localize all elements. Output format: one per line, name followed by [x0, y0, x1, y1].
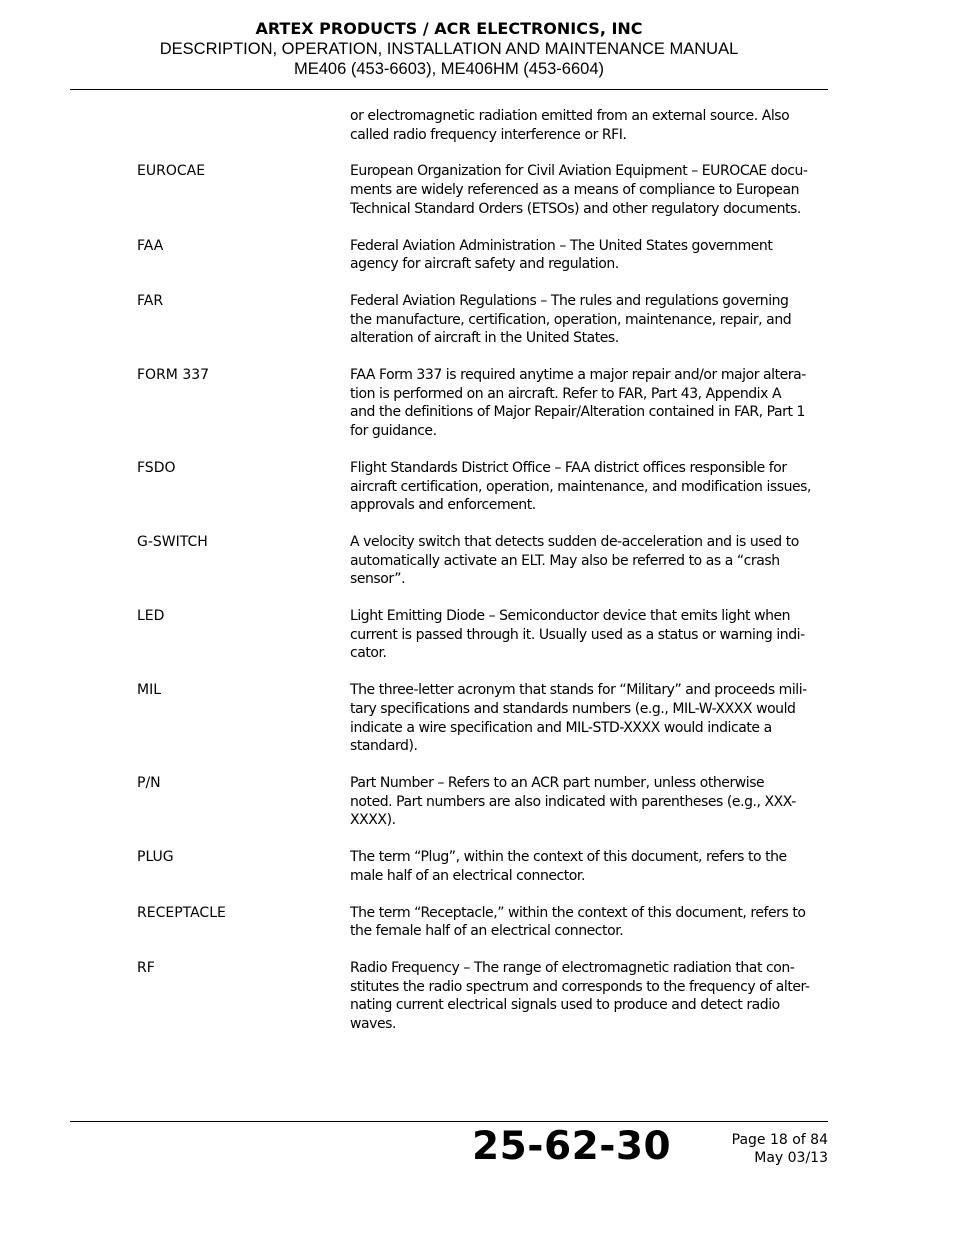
revision-date: May 03/13 [754, 1150, 828, 1166]
definition-line: ments are widely referenced as a means of compliance to European [350, 182, 800, 199]
definition-line: cator. [350, 645, 387, 662]
glossary-term: FORM 337 [137, 367, 210, 384]
definition-line: tary specifications and standards numbers (e.g., MIL-W-XXXX would [350, 700, 796, 717]
glossary-definition [350, 904, 830, 941]
definition-line: aircraft certification, operation, maintenance, and modification issues, [350, 478, 812, 495]
glossary-entry [0, 607, 954, 663]
definition-line: Federal Aviation Administration – The United States government [350, 237, 773, 254]
definition-line: Technical Standard Orders (ETSOs) and other regulatory documents. [350, 200, 801, 217]
definition-line: A velocity switch that detects sudden de-acceleration and is used to [350, 533, 799, 550]
definition-line: called radio frequency interference or RFI. [350, 126, 627, 143]
glossary-definition [350, 681, 830, 756]
glossary-entry [0, 162, 954, 218]
glossary-list [0, 107, 954, 1052]
glossary-definition [350, 292, 830, 348]
glossary-definition [350, 107, 830, 144]
definition-line: The term “Receptacle,” within the context of this document, refers to [350, 904, 806, 921]
definition-line: the female half of an electrical connector. [350, 923, 624, 940]
definition-line: XXXX). [350, 812, 396, 829]
definition-line: alteration of aircraft in the United States. [350, 330, 619, 347]
glossary-entry [0, 237, 954, 274]
definition-line: agency for aircraft safety and regulation. [350, 256, 619, 273]
definition-line: Light Emitting Diode – Semiconductor device that emits light when [350, 608, 791, 625]
glossary-term: LED [137, 608, 165, 625]
company-name: ARTEX PRODUCTS / ACR ELECTRONICS, INC [255, 19, 643, 38]
glossary-definition [350, 237, 830, 274]
definition-line: approvals and enforcement. [350, 497, 536, 514]
glossary-definition [350, 533, 830, 589]
glossary-entry [0, 292, 954, 348]
definition-line: FAA Form 337 is required anytime a major repair and/or major altera- [350, 367, 806, 384]
definition-line: and the definitions of Major Repair/Alteration contained in FAR, Part 1 [350, 404, 805, 421]
definition-line: tion is performed on an aircraft. Refer to FAR, Part 43, Appendix A [350, 385, 782, 402]
glossary-term: FAR [137, 292, 164, 309]
glossary-term: EUROCAE [137, 163, 206, 180]
definition-line: noted. Part numbers are also indicated with parentheses (e.g., XXX- [350, 793, 796, 810]
glossary-definition [350, 366, 830, 441]
definition-line: nating current electrical signals used to produce and detect radio [350, 997, 780, 1014]
page-number: Page 18 of 84 [731, 1132, 828, 1148]
model-numbers: ME406 (453-6603), ME406HM (453-6604) [294, 60, 604, 78]
glossary-term: G-SWITCH [137, 533, 208, 550]
glossary-definition [350, 848, 830, 885]
glossary-entry [0, 774, 954, 830]
definition-line: sensor”. [350, 571, 406, 588]
glossary-entry [0, 904, 954, 941]
footer-divider [70, 1121, 828, 1122]
glossary-entry [0, 848, 954, 885]
definition-line: for guidance. [350, 423, 437, 440]
definition-line: current is passed through it. Usually used as a status or warning indi- [350, 626, 805, 643]
definition-line: the manufacture, certification, operation, maintenance, repair, and [350, 311, 792, 328]
definition-line: Part Number – Refers to an ACR part number, unless otherwise [350, 774, 765, 791]
glossary-term: PLUG [137, 849, 174, 866]
glossary-term: MIL [137, 682, 162, 699]
glossary-term: FSDO [137, 459, 176, 476]
definition-line: automatically activate an ELT. May also be referred to as a “crash [350, 552, 780, 569]
glossary-entry [0, 107, 954, 144]
page-header [70, 18, 828, 79]
definition-line: male half of an electrical connector. [350, 867, 585, 884]
glossary-term: RECEPTACLE [137, 904, 226, 921]
glossary-definition [350, 959, 830, 1034]
definition-line: indicate a wire specification and MIL-STD-XXXX would indicate a [350, 719, 772, 736]
definition-line: The three-letter acronym that stands for “Military” and proceeds mili- [350, 682, 807, 699]
glossary-definition [350, 459, 830, 515]
definition-line: Radio Frequency – The range of electromagnetic radiation that con- [350, 959, 795, 976]
glossary-entry [0, 959, 954, 1034]
glossary-entry [0, 533, 954, 589]
page-info [732, 1131, 828, 1167]
glossary-entry [0, 681, 954, 756]
definition-line: or electromagnetic radiation emitted from an external source. Also [350, 108, 790, 124]
glossary-term: RF [137, 959, 155, 976]
glossary-definition [350, 774, 830, 830]
definition-line: The term “Plug”, within the context of this document, refers to the [350, 849, 787, 866]
definition-line: Flight Standards District Office – FAA district offices responsible for [350, 459, 787, 476]
glossary-term: P/N [137, 774, 161, 791]
definition-line: standard). [350, 738, 418, 755]
glossary-term: FAA [137, 237, 164, 254]
glossary-entry [0, 366, 954, 441]
header-divider [70, 89, 828, 90]
definition-line: stitutes the radio spectrum and corresponds to the frequency of alter- [350, 978, 810, 995]
glossary-definition [350, 162, 830, 218]
glossary-entry [0, 459, 954, 515]
manual-title: DESCRIPTION, OPERATION, INSTALLATION AND MAINTENANCE MANUAL [159, 40, 739, 58]
definition-line: European Organization for Civil Aviation Equipment – EUROCAE docu- [350, 163, 808, 180]
glossary-definition [350, 607, 830, 663]
document-number: 25-62-30 [472, 1124, 672, 1169]
definition-line: waves. [350, 1016, 396, 1033]
definition-line: Federal Aviation Regulations – The rules and regulations governing [350, 292, 789, 309]
